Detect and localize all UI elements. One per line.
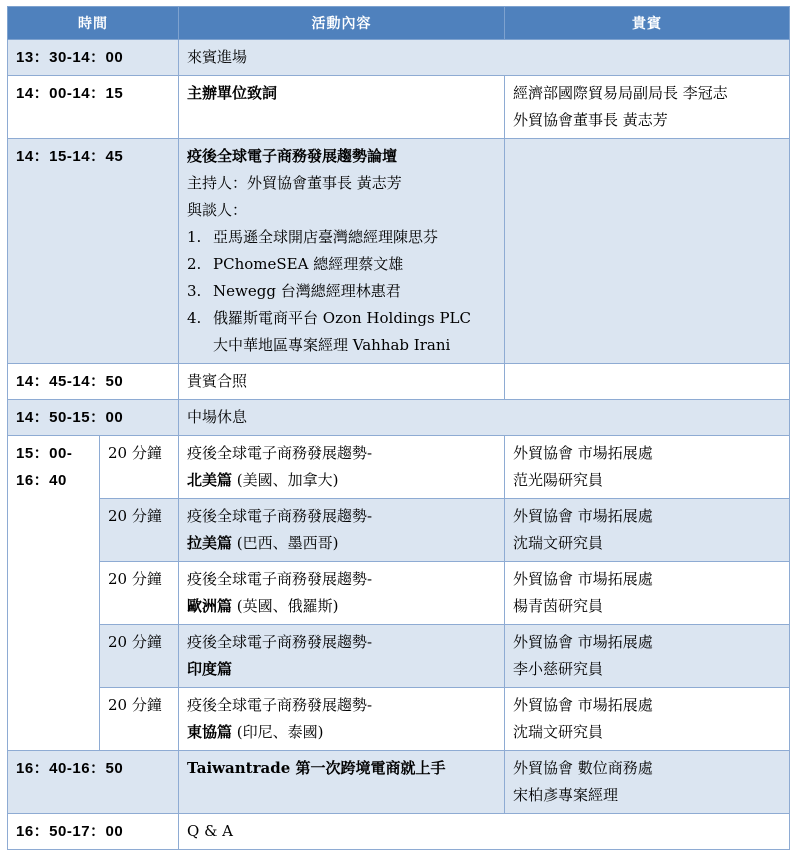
duration-cell: 20 分鐘 <box>100 436 179 499</box>
content-cell: Q & A <box>179 814 790 850</box>
agenda-row <box>8 400 790 436</box>
header-guests: 貴賓 <box>505 7 790 40</box>
duration-cell: 20 分鐘 <box>100 499 179 562</box>
guest-cell: 外貿協會 市場拓展處 楊青茵研究員 <box>505 562 790 625</box>
time-cell: 16：50-17：00 <box>8 814 179 850</box>
guest-cell: 外貿協會 市場拓展處 沈瑞文研究員 <box>505 688 790 751</box>
content-cell: 來賓進場 <box>179 40 790 76</box>
guest-cell <box>505 139 790 364</box>
time-cell: 15：00- 16：40 <box>8 436 100 751</box>
region-name: 東協篇 <box>187 723 233 741</box>
agenda-row <box>8 364 790 400</box>
guest-cell <box>505 364 790 400</box>
content-cell: 疫後全球電子商務發展趨勢- 印度篇 <box>179 625 505 688</box>
time-cell: 16：40-16：50 <box>8 751 179 814</box>
panelist-item: 3. Newegg 台灣總經理林惠君 <box>187 282 401 300</box>
session-row <box>8 688 790 751</box>
agenda-table <box>7 6 790 850</box>
region-name: 北美篇 <box>187 471 233 489</box>
agenda-row <box>8 76 790 139</box>
region-name: 印度篇 <box>187 660 233 678</box>
content-cell: 貴賓合照 <box>179 364 505 400</box>
session-row <box>8 499 790 562</box>
session-row <box>8 562 790 625</box>
panel-label: 與談人： <box>187 201 248 219</box>
guest-cell <box>505 76 790 139</box>
session-row <box>8 625 790 688</box>
agenda-row <box>8 751 790 814</box>
content-cell: 疫後全球電子商務發展趨勢- 北美篇 (美國、加拿大) <box>179 436 505 499</box>
agenda-row <box>8 40 790 76</box>
content-cell: 中場休息 <box>179 400 790 436</box>
content-cell: 主辦單位致詞 <box>179 76 505 139</box>
time-cell: 14：45-14：50 <box>8 364 179 400</box>
guest-cell: 外貿協會 市場拓展處 李小慈研究員 <box>505 625 790 688</box>
duration-cell: 20 分鐘 <box>100 562 179 625</box>
panelist-item: 1. 亞馬遜全球開店臺灣總經理陳思芬 <box>187 228 439 246</box>
forum-title: 疫後全球電子商務發展趨勢論壇 <box>187 147 398 165</box>
content-cell: 疫後全球電子商務發展趨勢- 東協篇 (印尼、泰國) <box>179 688 505 751</box>
panelist-item: 2. PChomeSEA 總經理蔡文雄 <box>187 255 404 273</box>
panelist-item: 4. 俄羅斯電商平台 Ozon Holdings PLC <box>187 309 471 327</box>
time-cell: 14：50-15：00 <box>8 400 179 436</box>
guest-line: 外貿協會董事長 黃志芳 <box>513 111 668 129</box>
duration-cell: 20 分鐘 <box>100 625 179 688</box>
time-cell: 14：15-14：45 <box>8 139 179 364</box>
guest-cell: 外貿協會 市場拓展處 沈瑞文研究員 <box>505 499 790 562</box>
time-cell: 14：00-14：15 <box>8 76 179 139</box>
panelist-item-continued: 大中華地區專案經理 Vahhab Irani <box>213 336 451 354</box>
agenda-row <box>8 814 790 850</box>
duration-cell: 20 分鐘 <box>100 688 179 751</box>
content-cell: 疫後全球電子商務發展趨勢- 歐洲篇 (英國、俄羅斯) <box>179 562 505 625</box>
header-content: 活動內容 <box>179 7 505 40</box>
content-cell: Taiwantrade 第一次跨境電商就上手 <box>179 751 505 814</box>
region-name: 拉美篇 <box>187 534 233 552</box>
region-name: 歐洲篇 <box>187 597 233 615</box>
guest-cell: 外貿協會 數位商務處 宋柏彥專案經理 <box>505 751 790 814</box>
guest-line: 經濟部國際貿易局副局長 李冠志 <box>513 84 728 102</box>
agenda-row <box>8 139 790 364</box>
guest-cell: 外貿協會 市場拓展處 范光陽研究員 <box>505 436 790 499</box>
header-row <box>8 7 790 40</box>
header-time: 時間 <box>8 7 179 40</box>
time-cell: 13：30-14：00 <box>8 40 179 76</box>
forum-host: 主持人：外貿協會董事長 黃志芳 <box>187 174 402 192</box>
content-cell: 疫後全球電子商務發展趨勢- 拉美篇 (巴西、墨西哥) <box>179 499 505 562</box>
session-row <box>8 436 790 499</box>
content-cell <box>179 139 505 364</box>
